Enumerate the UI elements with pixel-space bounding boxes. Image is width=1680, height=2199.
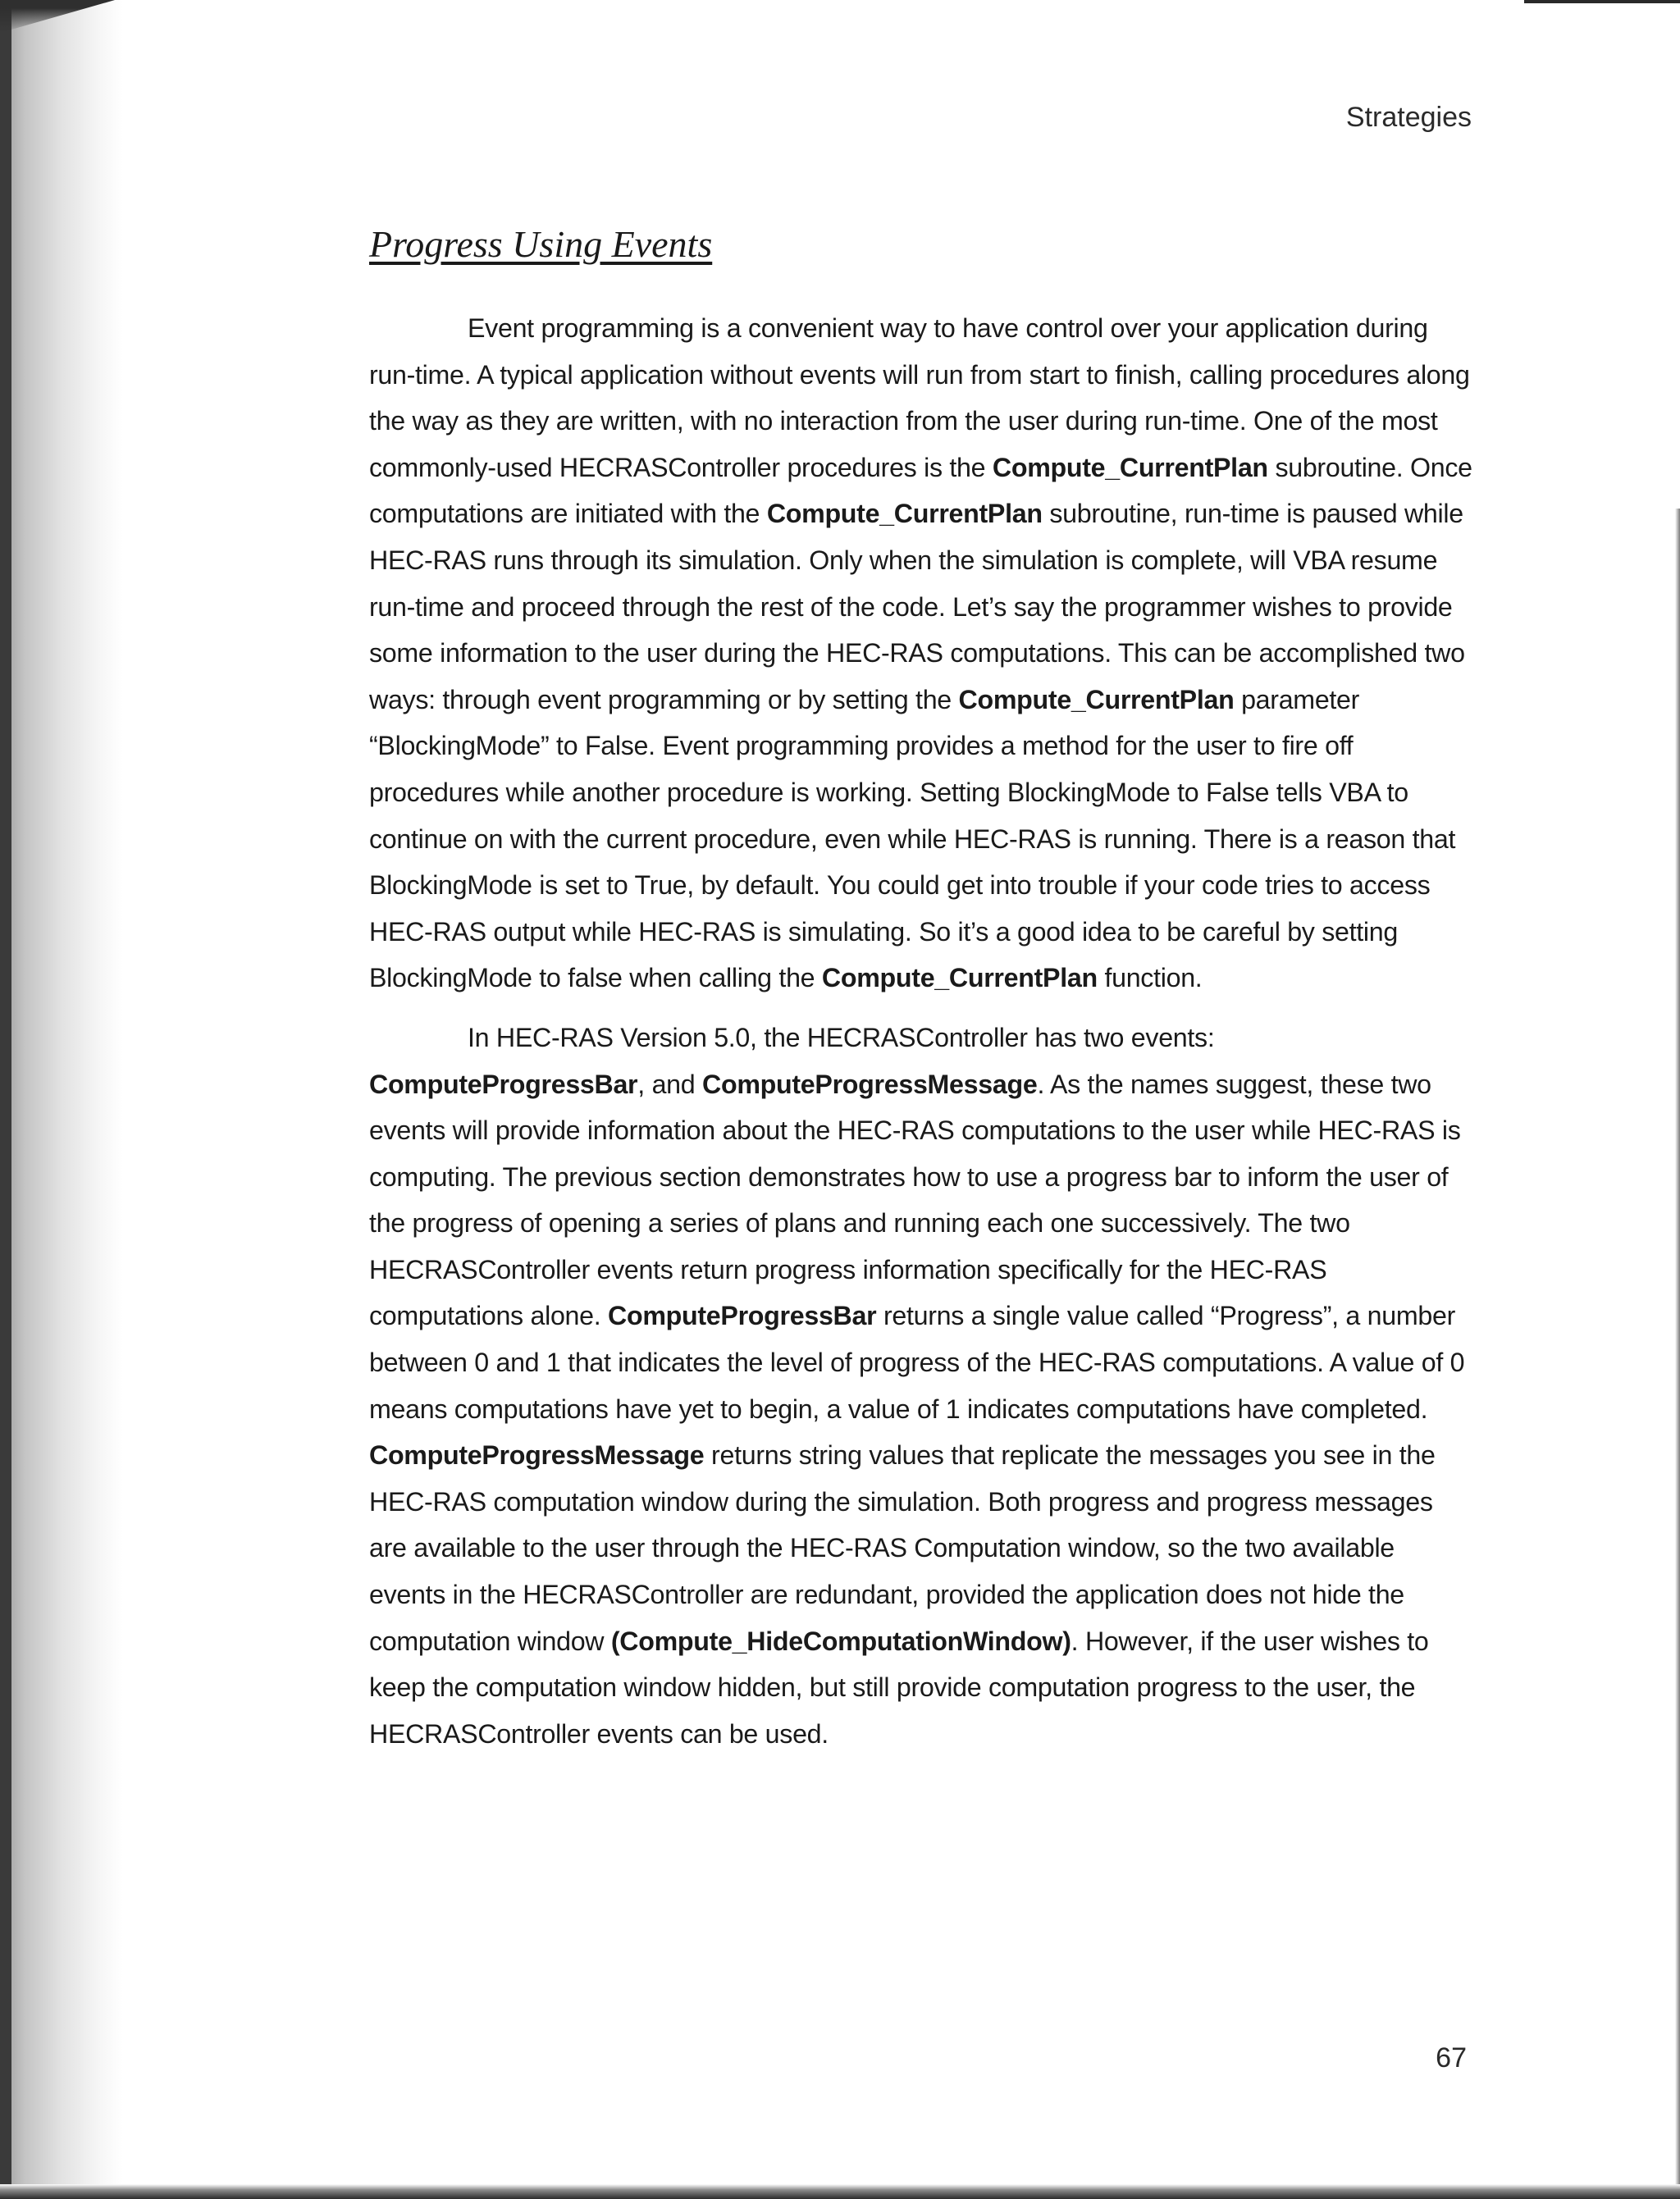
paragraph bbox=[369, 1015, 1477, 1758]
bold-term: Compute_CurrentPlan bbox=[958, 684, 1235, 714]
text-run: returns a single value called “Progress”, a number between 0 and 1 that indicates the level of progress of the HEC-RAS computations. A value of 0 means computations have yet to begin, a value of 1 indicates computations have completed. bbox=[369, 1301, 1465, 1424]
bold-term: (Compute_HideComputationWindow) bbox=[610, 1626, 1071, 1656]
text-run: . However, if the user wishes to keep the computation window hidden, but still provide computation progress to the user, the HECRASController events can be used. bbox=[369, 1626, 1429, 1749]
text-run: subroutine, run-time is paused while HEC-RAS runs through its simulation. Only when the simulation is complete, will VBA resume run-time and proceed through the rest of the code. Let’s say the programmer wishes to provide some information to the user during the HEC-RAS computations. This can be accomplished two ways: through event programming or by setting the bbox=[369, 499, 1465, 714]
binding-edge bbox=[0, 0, 11, 2199]
text-run: parameter “BlockingMode” to False. Event programming provides a method for the user to fire off procedures while another procedure is working. Setting BlockingMode to False tells VBA to continue on with the current procedure, even while HEC-RAS is running. There is a reason that BlockingMode is set to True, by default. You could get into trouble if your code tries to access HEC-RAS output while HEC-RAS is simulating. So it’s a good idea to be careful by setting BlockingMode to false when calling the bbox=[369, 684, 1456, 993]
bold-term: Compute_CurrentPlan bbox=[821, 963, 1098, 993]
text-run: In HEC-RAS Version 5.0, the HECRASController has two events: bbox=[468, 1022, 1215, 1052]
bold-term: ComputeProgressMessage bbox=[702, 1069, 1038, 1099]
right-page-edge bbox=[1675, 509, 1680, 2199]
text-run: , and bbox=[637, 1069, 703, 1099]
bold-term: Compute_CurrentPlan bbox=[992, 452, 1268, 482]
body-text bbox=[369, 305, 1477, 1770]
text-run: . As the names suggest, these two events will provide information about the HEC-RAS computations to the user while HEC-RAS is computing. The previous section demonstrates how to use a progress bar to inform the user of the progress of opening a series of plans and running each one successively. The two HECRASController events return progress information specifically for the HEC-RAS computations alone. bbox=[369, 1069, 1461, 1331]
binding-shadow bbox=[0, 0, 123, 2199]
bold-term: Compute_CurrentPlan bbox=[766, 499, 1043, 529]
text-run: Event programming is a convenient way to have control over your application during run-time. A typical application without events will run from start to finish, calling procedures along the way as they are written, with no interaction from the user during run-time. One of the most commonly-used HECRASController procedures is the bbox=[369, 313, 1470, 482]
bold-term: ComputeProgressBar bbox=[608, 1301, 877, 1331]
section-title: Progress Using Events bbox=[369, 223, 713, 265]
paragraph bbox=[369, 305, 1477, 1001]
bold-term: ComputeProgressMessage bbox=[369, 1440, 705, 1471]
text-run: subroutine. Once computations are initiated with the bbox=[369, 452, 1472, 529]
text-run: function. bbox=[1097, 963, 1203, 993]
page-number: 67 bbox=[1436, 2042, 1467, 2074]
text-run: returns string values that replicate the messages you see in the HEC-RAS computation window during the simulation. Both progress and progress messages are available to the user through the HEC-RAS Computation window, so the two available events in the HECRASController are redundant, provided the application does not hide the computation window bbox=[369, 1440, 1436, 1656]
running-head: Strategies bbox=[1345, 102, 1472, 133]
top-edge-rule bbox=[1524, 0, 1680, 3]
bottom-page-edge bbox=[0, 2184, 1680, 2199]
bold-term: ComputeProgressBar bbox=[369, 1069, 638, 1099]
